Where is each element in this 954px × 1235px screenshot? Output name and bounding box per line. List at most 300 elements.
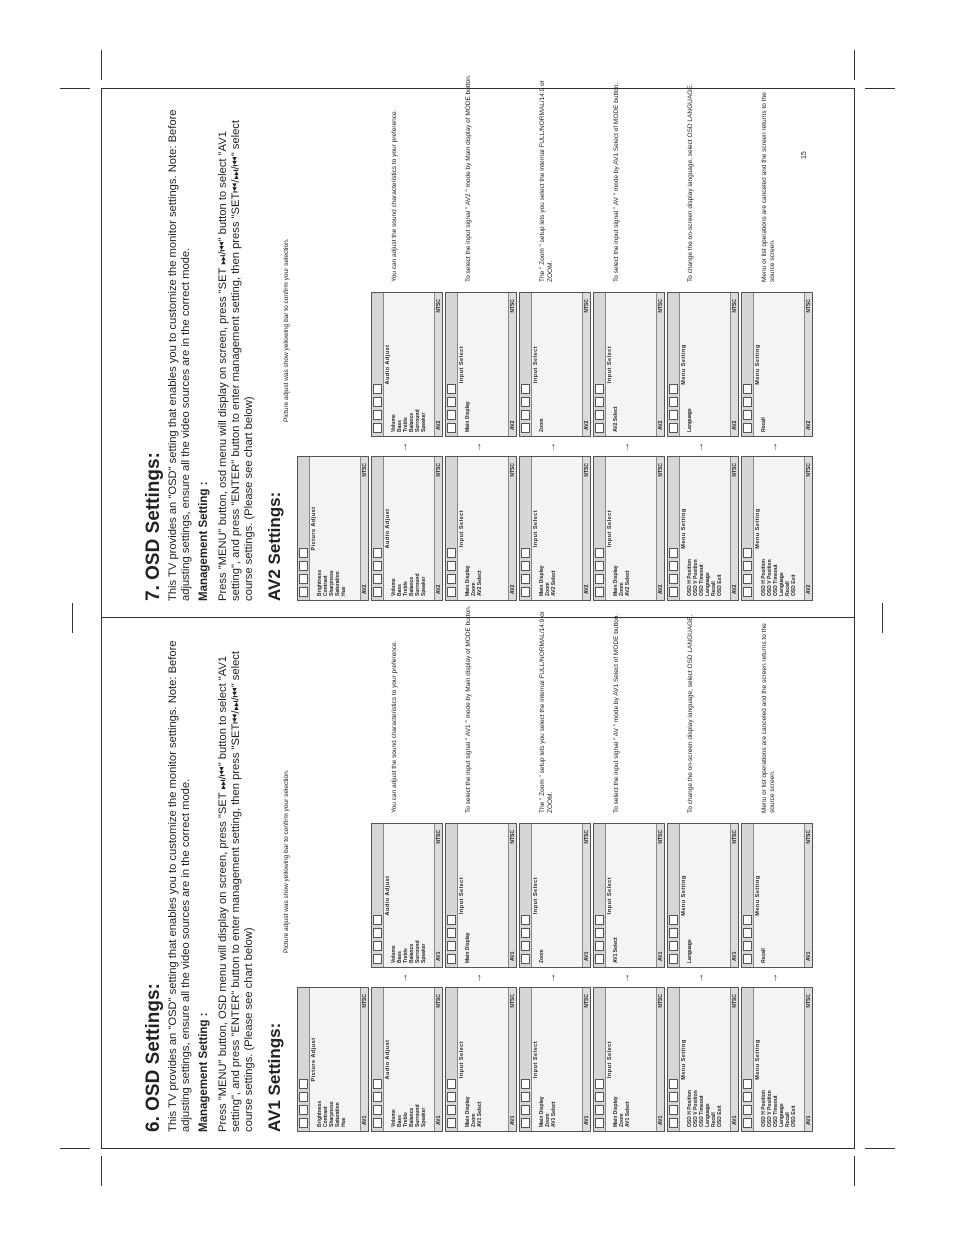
audio-icon [743, 1105, 752, 1115]
osd-system-label: NTSC [806, 994, 812, 1008]
osd-menu-title: Audio Adjust [385, 508, 391, 549]
setting-description: Menu or list operations are canceled and the screen returns to the source screen. [761, 92, 776, 282]
osd-menu-title: Menu Setting [755, 344, 761, 385]
settings-heading: AV1 Settings: [265, 1022, 284, 1132]
osd-menu-item [717, 457, 723, 600]
osd-status-bar [360, 457, 368, 600]
osd-source-label: AV1 [436, 951, 442, 961]
osd-item-label: Surround [415, 1104, 421, 1127]
osd-item-label: Balance [409, 576, 415, 596]
osd-icon-bar [520, 457, 532, 600]
setting-description: You can adjust the sound characteristics to your preference. [391, 640, 398, 813]
audio-icon [447, 574, 456, 584]
osd-system-label: NTSC [584, 299, 590, 313]
osd-menu-screen [371, 456, 443, 601]
audio-icon [299, 574, 308, 584]
osd-item-label: Language [779, 572, 785, 596]
osd-item-label: OSD V Position [767, 1090, 773, 1127]
audio-icon [743, 410, 752, 420]
menu-icon [373, 548, 382, 558]
osd-item-label: Language [705, 1103, 711, 1127]
osd-item-label: Volume [391, 578, 397, 596]
input-icon [373, 561, 382, 571]
picture-icon [373, 587, 382, 597]
osd-system-label: NTSC [658, 463, 664, 477]
osd-item-label: OSD Exit [717, 1105, 723, 1127]
osd-item-label: OSD H Position [687, 559, 693, 596]
osd-item-label: OSD Exit [717, 574, 723, 596]
crop-mark [854, 50, 855, 80]
input-icon [595, 1092, 604, 1102]
osd-item-label: OSD H Position [761, 559, 767, 596]
osd-menu-screen [371, 823, 443, 968]
audio-icon [743, 941, 752, 951]
picture-icon [299, 587, 308, 597]
osd-item-label: Treble [403, 1112, 409, 1127]
osd-menu-title: Menu Setting [681, 1039, 687, 1080]
osd-menu-item [539, 824, 545, 967]
osd-system-label: NTSC [510, 463, 516, 477]
menu-icon [595, 1079, 604, 1089]
osd-system-label: NTSC [584, 830, 590, 844]
osd-menu-title: Menu Setting [755, 875, 761, 916]
osd-item-label: Saturation [335, 571, 341, 596]
osd-item-label: AV1 Select [613, 937, 619, 963]
picture-icon [743, 587, 752, 597]
setting-description: The " Zoom " setup lets you select the internal FULL/NORMAL/14:9 or ZOOM. [539, 611, 554, 813]
input-icon [521, 1092, 530, 1102]
osd-item-label: Language [779, 1103, 785, 1127]
audio-icon [521, 941, 530, 951]
input-icon [595, 928, 604, 938]
audio-icon [669, 410, 678, 420]
osd-menu-screen [297, 456, 369, 601]
osd-status-bar [656, 293, 664, 436]
management-heading: Management Setting : [198, 1012, 210, 1132]
osd-menu-screen [519, 456, 591, 601]
input-icon [743, 928, 752, 938]
arrow-right-icon: → [621, 442, 632, 452]
osd-item-label: Zoom [471, 582, 477, 596]
osd-system-label: NTSC [806, 299, 812, 313]
arrow-right-icon: → [547, 973, 558, 983]
audio-icon [521, 574, 530, 584]
crop-mark [72, 603, 73, 633]
osd-menu-title: Input Select [533, 876, 539, 915]
osd-system-label: NTSC [362, 463, 368, 477]
crop-mark [854, 1156, 855, 1186]
osd-menu-screen [445, 292, 517, 437]
audio-icon [595, 574, 604, 584]
osd-item-label: Bass [397, 951, 403, 963]
osd-item-label: Recall [711, 581, 717, 596]
osd-icon-bar [742, 457, 754, 600]
osd-item-label: Zoom [539, 418, 545, 432]
osd-menu-title: Input Select [607, 345, 613, 384]
osd-status-bar [434, 988, 442, 1131]
setting-description: You can adjust the sound characteristics to your preference. [391, 109, 398, 282]
osd-system-label: NTSC [732, 299, 738, 313]
instruction-text: Press "MENU" button, OSD menu will display on screen, press "SET ⏭/⏮" button to select "AV1 setting", and press "ENTER" button to enter management setting, then press "SET⏮/⏭/⏮" select course settings. (Please see chart below) [217, 650, 255, 1132]
osd-system-label: NTSC [732, 463, 738, 477]
picture-icon [447, 423, 456, 433]
osd-status-bar [656, 988, 664, 1131]
osd-item-label: Sharpness [329, 570, 335, 596]
osd-status-bar [360, 988, 368, 1131]
osd-item-label: Recall [785, 1112, 791, 1127]
menu-icon [669, 1079, 678, 1089]
osd-source-label: AV1 [510, 1115, 516, 1125]
osd-system-label: NTSC [436, 994, 442, 1008]
osd-icon-bar [668, 988, 680, 1131]
input-icon [447, 928, 456, 938]
osd-icon-bar [742, 293, 754, 436]
osd-menu-title: Input Select [459, 1040, 465, 1079]
osd-menu-title: Audio Adjust [385, 344, 391, 385]
picture-icon [595, 1118, 604, 1128]
arrow-right-icon: → [695, 442, 706, 452]
audio-icon [373, 410, 382, 420]
osd-status-bar [508, 988, 516, 1131]
picture-icon [521, 587, 530, 597]
osd-menu-item [551, 988, 557, 1131]
osd-item-label: OSD H Position [761, 1090, 767, 1127]
osd-menu-screen [519, 292, 591, 437]
osd-menu-screen [445, 987, 517, 1132]
osd-icon-bar [298, 457, 310, 600]
osd-item-label: OSD Timeout [773, 564, 779, 596]
input-icon [447, 561, 456, 571]
osd-item-label: OSD V Position [693, 1090, 699, 1127]
section-title: 7. OSD Settings: [143, 452, 164, 601]
osd-item-label: Main Display [465, 401, 471, 432]
osd-item-label: Treble [403, 948, 409, 963]
input-icon [595, 397, 604, 407]
osd-menu-screen [519, 823, 591, 968]
osd-icon-bar [372, 988, 384, 1131]
osd-status-bar [656, 824, 664, 967]
osd-system-label: NTSC [806, 830, 812, 844]
osd-item-label: Speaker [421, 1107, 427, 1127]
osd-status-bar [804, 457, 812, 600]
input-icon [447, 1092, 456, 1102]
menu-icon [743, 915, 752, 925]
input-icon [743, 1092, 752, 1102]
osd-status-bar [804, 824, 812, 967]
osd-item-label: AV1 Select [551, 1101, 557, 1127]
osd-item-label: Zoom [471, 1113, 477, 1127]
osd-item-label: Main Display [539, 1096, 545, 1127]
osd-icon-bar [594, 824, 606, 967]
osd-menu-item [341, 988, 347, 1131]
osd-menu-title: Audio Adjust [385, 1039, 391, 1080]
osd-icon-bar [668, 457, 680, 600]
setting-description: To change the on-screen display language, select OSD LANGUAGE. [687, 614, 694, 813]
audio-icon [521, 1105, 530, 1115]
menu-icon [595, 548, 604, 558]
osd-item-label: Hue [341, 586, 347, 596]
osd-item-label: Language [705, 572, 711, 596]
osd-item-label: OSD Timeout [699, 564, 705, 596]
manual-page-15 [101, 74, 855, 617]
picture-icon [669, 954, 678, 964]
osd-menu-screen [667, 292, 739, 437]
osd-icon-bar [594, 293, 606, 436]
osd-icon-bar [446, 988, 458, 1131]
osd-item-label: OSD Exit [791, 1105, 797, 1127]
input-icon [521, 397, 530, 407]
menu-icon [743, 548, 752, 558]
setting-description: Menu or list operations are canceled and the screen returns to the source screen. [761, 623, 776, 813]
menu-icon [521, 915, 530, 925]
osd-status-bar [582, 824, 590, 967]
audio-icon [447, 941, 456, 951]
osd-source-label: AV1 [658, 951, 664, 961]
osd-status-bar [582, 457, 590, 600]
osd-menu-title: Picture Adjust [311, 1037, 317, 1082]
osd-system-label: NTSC [806, 463, 812, 477]
arrow-right-icon: → [473, 973, 484, 983]
osd-item-label: Bass [397, 1115, 403, 1127]
osd-menu-screen [667, 987, 739, 1132]
setting-description: To select the input signal " AV2 " mode by Main display of MODE button. [465, 74, 472, 282]
intro-text: This TV provides an "OSD" setting that enables you to customize the monitor settings. Note: Before adjusting settings, ensure all the video sources are in the correct mode. [167, 109, 192, 601]
menu-icon [669, 548, 678, 558]
osd-system-label: NTSC [436, 463, 442, 477]
osd-status-bar [508, 824, 516, 967]
osd-item-label: Surround [415, 573, 421, 596]
osd-menu-item [791, 988, 797, 1131]
osd-menu-screen [445, 456, 517, 601]
osd-menu-item [551, 457, 557, 600]
menu-icon [447, 548, 456, 558]
osd-menu-item [539, 293, 545, 436]
osd-menu-item [341, 457, 347, 600]
picture-note: Picture adjust was show yellowing bar to confirm your selection. [283, 238, 290, 422]
menu-icon [373, 384, 382, 394]
osd-item-label: AV2 Select [551, 570, 557, 596]
osd-status-bar [434, 824, 442, 967]
osd-system-label: NTSC [362, 994, 368, 1008]
osd-menu-item [421, 293, 427, 436]
menu-icon [669, 915, 678, 925]
osd-menu-item [477, 988, 483, 1131]
osd-item-label: Sharpness [329, 1101, 335, 1127]
osd-menu-screen [519, 987, 591, 1132]
input-icon [669, 561, 678, 571]
picture-icon [743, 954, 752, 964]
input-icon [595, 561, 604, 571]
osd-menu-title: Menu Setting [681, 344, 687, 385]
osd-item-label: Speaker [421, 412, 427, 432]
input-icon [373, 928, 382, 938]
input-icon [299, 561, 308, 571]
menu-icon [521, 1079, 530, 1089]
osd-status-bar [730, 824, 738, 967]
osd-item-label: Recall [785, 581, 791, 596]
menu-icon [299, 548, 308, 558]
osd-menu-title: Menu Setting [681, 508, 687, 549]
menu-icon [595, 384, 604, 394]
osd-menu-screen [667, 456, 739, 601]
menu-icon [447, 1079, 456, 1089]
osd-menu-title: Input Select [459, 876, 465, 915]
arrow-right-icon: → [399, 442, 410, 452]
osd-status-bar [434, 293, 442, 436]
menu-icon [521, 384, 530, 394]
audio-icon [595, 941, 604, 951]
osd-item-label: Volume [391, 945, 397, 963]
menu-icon [373, 1079, 382, 1089]
picture-icon [669, 587, 678, 597]
arrow-right-icon: → [621, 973, 632, 983]
audio-icon [743, 574, 752, 584]
osd-item-label: Brightness [317, 569, 323, 596]
osd-menu-item [465, 824, 471, 967]
osd-system-label: NTSC [658, 830, 664, 844]
osd-icon-bar [372, 293, 384, 436]
osd-status-bar [656, 457, 664, 600]
osd-icon-bar [372, 824, 384, 967]
osd-icon-bar [594, 457, 606, 600]
osd-menu-title: Input Select [607, 509, 613, 548]
arrow-right-icon: → [399, 973, 410, 983]
arrow-right-icon: → [473, 442, 484, 452]
osd-menu-title: Input Select [533, 1040, 539, 1079]
osd-item-label: Hue [341, 1117, 347, 1127]
osd-item-label: Surround [415, 940, 421, 963]
audio-icon [299, 1105, 308, 1115]
menu-icon [743, 384, 752, 394]
osd-icon-bar [372, 457, 384, 600]
setting-description: To select the input signal " AV " mode by AV1 Select of MODE button. [613, 613, 620, 813]
osd-item-label: Main Display [539, 565, 545, 596]
osd-menu-screen [741, 987, 813, 1132]
audio-icon [595, 410, 604, 420]
osd-menu-screen [667, 823, 739, 968]
osd-item-label: AV1 Select [625, 1101, 631, 1127]
osd-menu-screen [593, 987, 665, 1132]
osd-menu-item [717, 988, 723, 1131]
picture-icon [521, 1118, 530, 1128]
osd-item-label: Contrast [323, 1106, 329, 1127]
osd-system-label: NTSC [732, 830, 738, 844]
osd-menu-item [613, 293, 619, 436]
crop-mark [60, 88, 90, 89]
osd-source-label: AV2 [806, 420, 812, 430]
osd-menu-title: Input Select [607, 1040, 613, 1079]
osd-source-label: AV1 [806, 1115, 812, 1125]
osd-icon-bar [446, 457, 458, 600]
osd-status-bar [730, 988, 738, 1131]
audio-icon [373, 574, 382, 584]
osd-menu-item [421, 457, 427, 600]
osd-system-label: NTSC [584, 994, 590, 1008]
osd-source-label: AV2 [658, 584, 664, 594]
osd-menu-screen [741, 292, 813, 437]
input-icon [299, 1092, 308, 1102]
setting-description: The " Zoom " setup lets you select the internal FULL/NORMAL/14:9 or ZOOM. [539, 80, 554, 282]
picture-icon [595, 423, 604, 433]
osd-menu-item [761, 824, 767, 967]
osd-item-label: Main Display [613, 565, 619, 596]
arrow-right-icon: → [695, 973, 706, 983]
osd-item-label: AV2 Select [613, 406, 619, 432]
input-icon [743, 397, 752, 407]
osd-icon-bar [668, 293, 680, 436]
osd-item-label: AV1 Select [477, 1101, 483, 1127]
osd-item-label: Main Display [465, 932, 471, 963]
osd-menu-screen [445, 823, 517, 968]
osd-system-label: NTSC [658, 299, 664, 313]
osd-source-label: AV1 [584, 1115, 590, 1125]
picture-icon [669, 423, 678, 433]
osd-menu-screen [297, 987, 369, 1132]
arrow-right-icon: → [547, 442, 558, 452]
osd-menu-item [477, 457, 483, 600]
osd-icon-bar [446, 293, 458, 436]
osd-item-label: OSD H Position [687, 1090, 693, 1127]
osd-item-label: Speaker [421, 576, 427, 596]
audio-icon [521, 410, 530, 420]
osd-system-label: NTSC [732, 994, 738, 1008]
crop-mark [882, 603, 883, 633]
input-icon [669, 397, 678, 407]
picture-icon [373, 954, 382, 964]
picture-icon [521, 954, 530, 964]
osd-source-label: AV1 [510, 951, 516, 961]
osd-source-label: AV2 [362, 584, 368, 594]
osd-status-bar [508, 457, 516, 600]
input-icon [373, 397, 382, 407]
menu-icon [447, 384, 456, 394]
osd-item-label: OSD V Position [767, 559, 773, 596]
osd-status-bar [434, 457, 442, 600]
arrow-right-icon: → [769, 973, 780, 983]
picture-icon [669, 1118, 678, 1128]
intro-text: This TV provides an "OSD" setting that enables you to customize the monitor settings. Note: Before adjusting settings, ensure all the video sources are in the correct mode. [167, 640, 192, 1132]
osd-item-label: Treble [403, 581, 409, 596]
osd-menu-title: Menu Setting [681, 875, 687, 916]
manual-page-14 [101, 605, 855, 1148]
picture-icon [743, 1118, 752, 1128]
setting-description: To select the input signal " AV " mode by AV1 Select of MODE button. [613, 82, 620, 282]
picture-icon [447, 587, 456, 597]
osd-source-label: AV1 [362, 1115, 368, 1125]
osd-icon-bar [594, 988, 606, 1131]
setting-description: To change the on-screen display language, select OSD LANGUAGE. [687, 83, 694, 282]
setting-description: To select the input signal " AV1 " mode by Main display of MODE button. [465, 605, 472, 813]
osd-menu-item [625, 457, 631, 600]
osd-item-label: Brightness [317, 1100, 323, 1127]
input-icon [521, 928, 530, 938]
osd-item-label: Balance [409, 412, 415, 432]
osd-item-label: OSD Exit [791, 574, 797, 596]
osd-item-label: Bass [397, 420, 403, 432]
osd-source-label: AV1 [584, 951, 590, 961]
osd-status-bar [804, 293, 812, 436]
osd-source-label: AV2 [658, 420, 664, 430]
osd-source-label: AV2 [584, 420, 590, 430]
osd-menu-item [613, 824, 619, 967]
osd-menu-item [465, 293, 471, 436]
osd-item-label: Main Display [613, 1096, 619, 1127]
osd-icon-bar [446, 824, 458, 967]
picture-icon [299, 1118, 308, 1128]
osd-item-label: OSD V Position [693, 559, 699, 596]
osd-source-label: AV1 [658, 1115, 664, 1125]
osd-menu-screen [593, 292, 665, 437]
